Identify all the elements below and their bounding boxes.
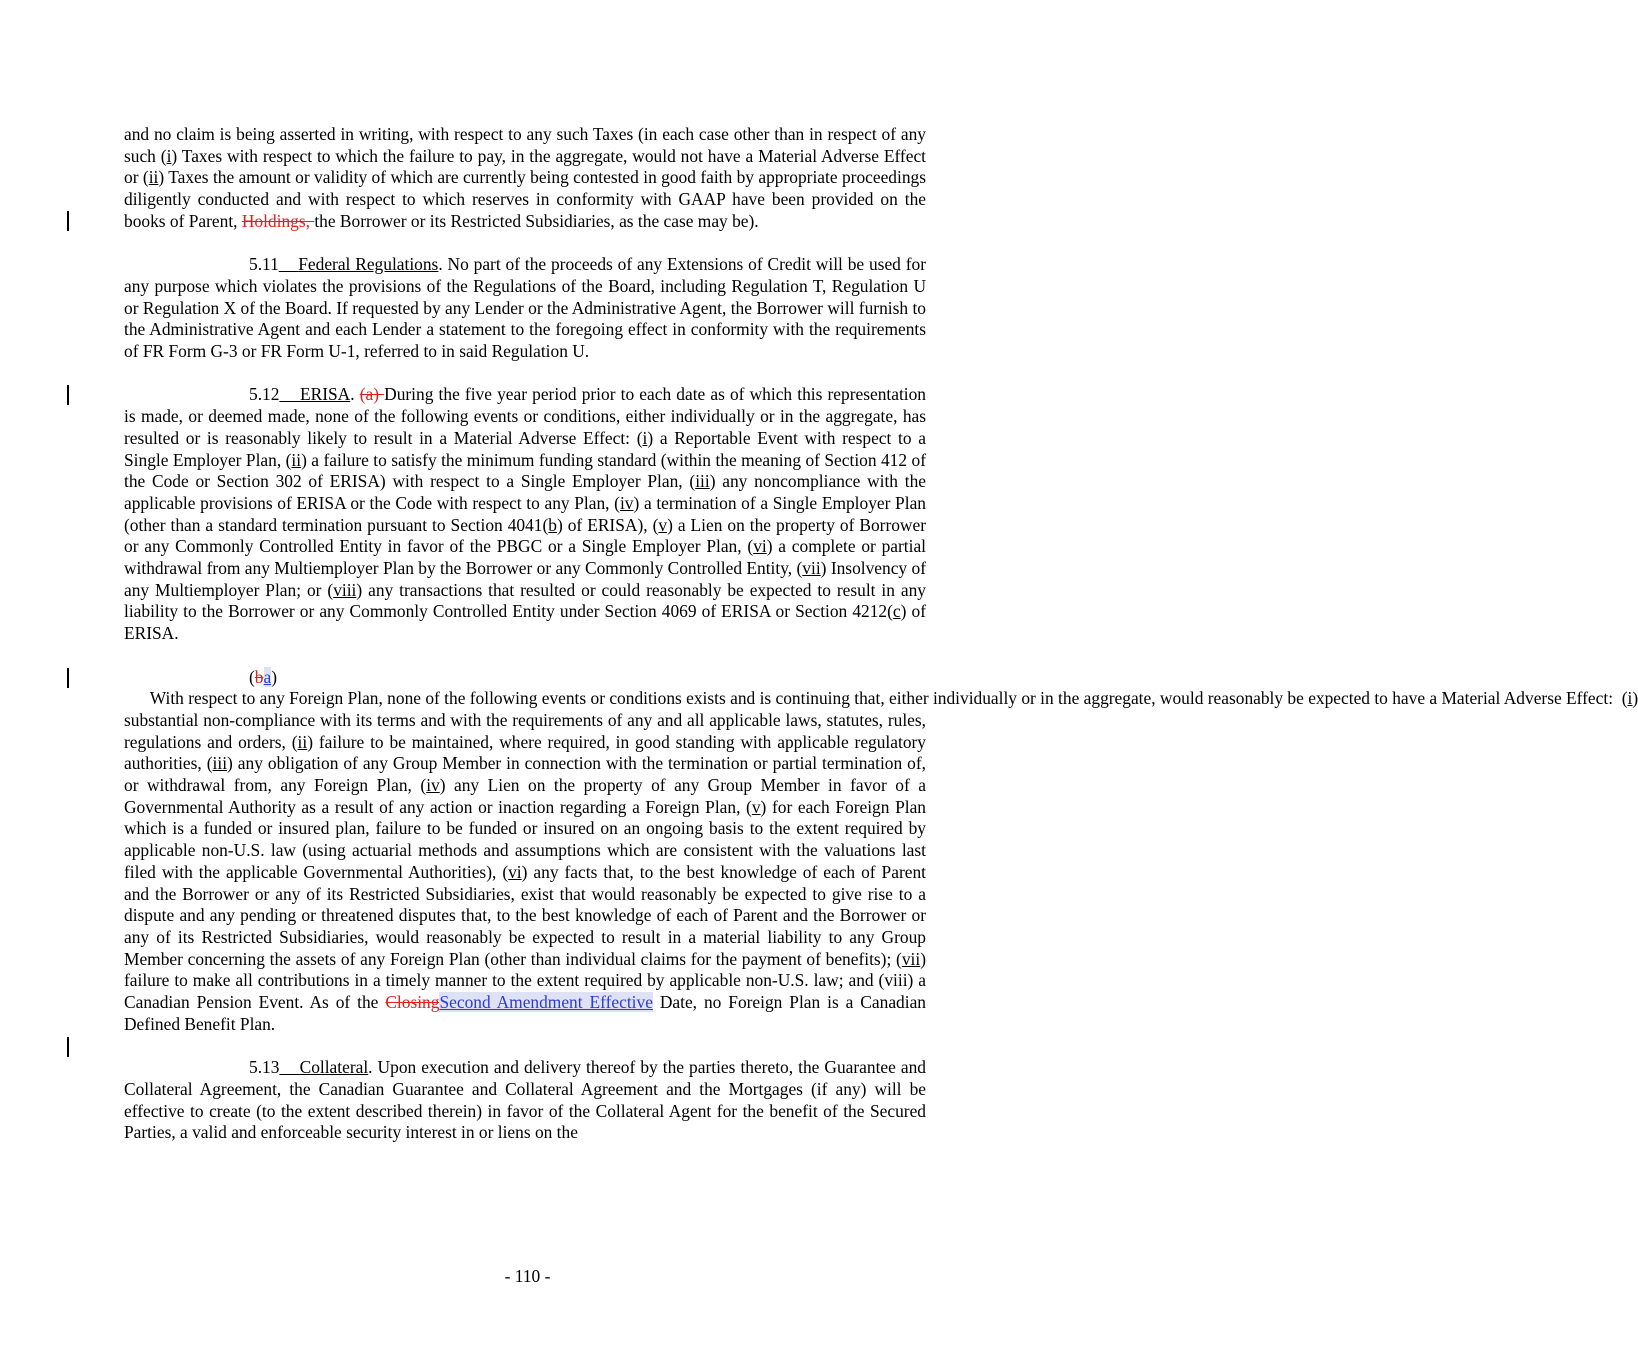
document-page (124, 124, 1638, 1144)
deleted-text: b (254, 666, 264, 687)
section-5-11: 5.11 Federal Regulations. No part of the proceeds of any Extensions of Credit will be used for any purpose which violates the provisions of the Regulations of the Board, including Regulation T, Regulation U or Regulation X of the Board. If requested by any Lender or the Administrative Agent, the Borrower will furnish to the Administrative Agent and each Lender a statement to the foregoing effect in conformity with the requirements of FR Form G-3 or FR Form U-1, referred to in said Regulation U. (124, 254, 927, 362)
inserted-text: Second Amendment Effective (439, 992, 653, 1013)
section-number: 5.12 (249, 384, 280, 405)
taxes-paragraph: and no claim is being asserted in writing, with respect to any such Taxes (in each case other than in respect of any such (i) Taxes with respect to which the failure to pay, in the aggregate, would not have a Material Adverse Effect or (ii) Taxes the amount or validity of which are currently being contested in good faith by appropriate proceedings diligently conducted and with respect to which reserves in conformity with GAAP have been provided on the books of Parent, Holdings, the Borrower or its Restricted Subsidiaries, as the case may be). (124, 124, 926, 233)
change-bar (67, 211, 69, 231)
deleted-text: Closing (385, 992, 440, 1013)
section-heading: ERISA (299, 384, 351, 405)
page-number: - 110 - (504, 1266, 551, 1286)
deleted-text: Holdings, (241, 210, 315, 231)
section-number: 5.13 (249, 1057, 280, 1078)
section-5-12: 5.12 ERISA. (a) During the five year period prior to each date as of which this representation is made, or deemed made, none of the following events or conditions, either individually or in the aggregate, has resulted or is reasonably likely to result in a Material Adverse Effect: (i) a Reportable Event with respect to a Single Employer Plan, (ii) a failure to satisfy the minimum funding standard (within the meaning of Section 412 of the Code or Section 302 of ERISA) with respect to a Single Employer Plan, (iii) any noncompliance with the applicable provisions of ERISA or the Code with respect to any Plan, (iv) a termination of a Single Employer Plan (other than a standard termination pursuant to Section 4041(b) of ERISA), (v) a Lien on the property of Borrower or any Commonly Controlled Entity in favor of the PBGC or a Single Employer Plan, (vi) a complete or partial withdrawal from any Multiemployer Plan by the Borrower or any Commonly Controlled Entity, (vii) Insolvency of any Multiemployer Plan; or (viii) any transactions that resulted or could reasonably be expected to result in any liability to the Borrower or any Commonly Controlled Entity under Section 4069 of ERISA or Section 4212(c) of ERISA. (124, 384, 926, 644)
section-number: 5.11 (249, 254, 279, 275)
section-heading: Collateral (299, 1057, 369, 1078)
change-bar (67, 385, 69, 405)
section-5-13: 5.13 Collateral. Upon execution and delivery thereof by the parties thereto, the Guarantee and Collateral Agreement, the Canadian Guarantee and Collateral Agreement and the Mortgages (if any) will be effective to create (to the extent described therein) in favor of the Collateral Agent for the benefit of the Secured Parties, a valid and enforceable security interest in or liens on the (124, 1057, 926, 1143)
change-bar (67, 668, 69, 688)
section-5-12-a: (ba) With respect to any Foreign Plan, none of the following events or conditions exists and is continuing that, either individually or in the aggregate, would reasonably be expected to have a Material Adverse Effect: (i) substantial non-compliance with its terms and with the requirements of any and all applicable laws, statutes, rules, regulations and orders, (ii) failure to be maintained, where required, in good standing with applicable regulatory authorities, (iii) any obligation of any Group Member in connection with the termination or partial termination of, or withdrawal from, any Foreign Plan, (iv) any Lien on the property of any Group Member in favor of a Governmental Authority as a result of any action or inaction regarding a Foreign Plan, (v) for each Foreign Plan which is a funded or insured plan, failure to be funded or insured on an ongoing basis to the extent required by applicable non-U.S. law (using actuarial methods and assumptions which are consistent with the valuations last filed with the applicable Governmental Authorities), (vi) any facts that, to the best knowledge of each of Parent and the Borrower or any of its Restricted Subsidiaries, exist that would reasonably be expected to give rise to a dispute and any pending or threatened disputes that, to the best knowledge of each of Parent and the Borrower or any of its Restricted Subsidiaries, would reasonably be expected to result in a material liability to any Group Member concerning the assets of any Foreign Plan (other than individual claims for the payment of benefits); (vii) failure to make all contributions in a timely manner to the extent required by applicable non-U.S. law; and (viii) a Canadian Pension Event. As of the ClosingSecond Amendment Effective Date, no Foreign Plan is a Canadian Defined Benefit Plan. (124, 667, 926, 1036)
deleted-text: (a) (359, 384, 385, 405)
section-heading: Federal Regulations (298, 254, 439, 275)
inserted-text: a (263, 666, 272, 687)
change-bar (67, 1037, 69, 1057)
